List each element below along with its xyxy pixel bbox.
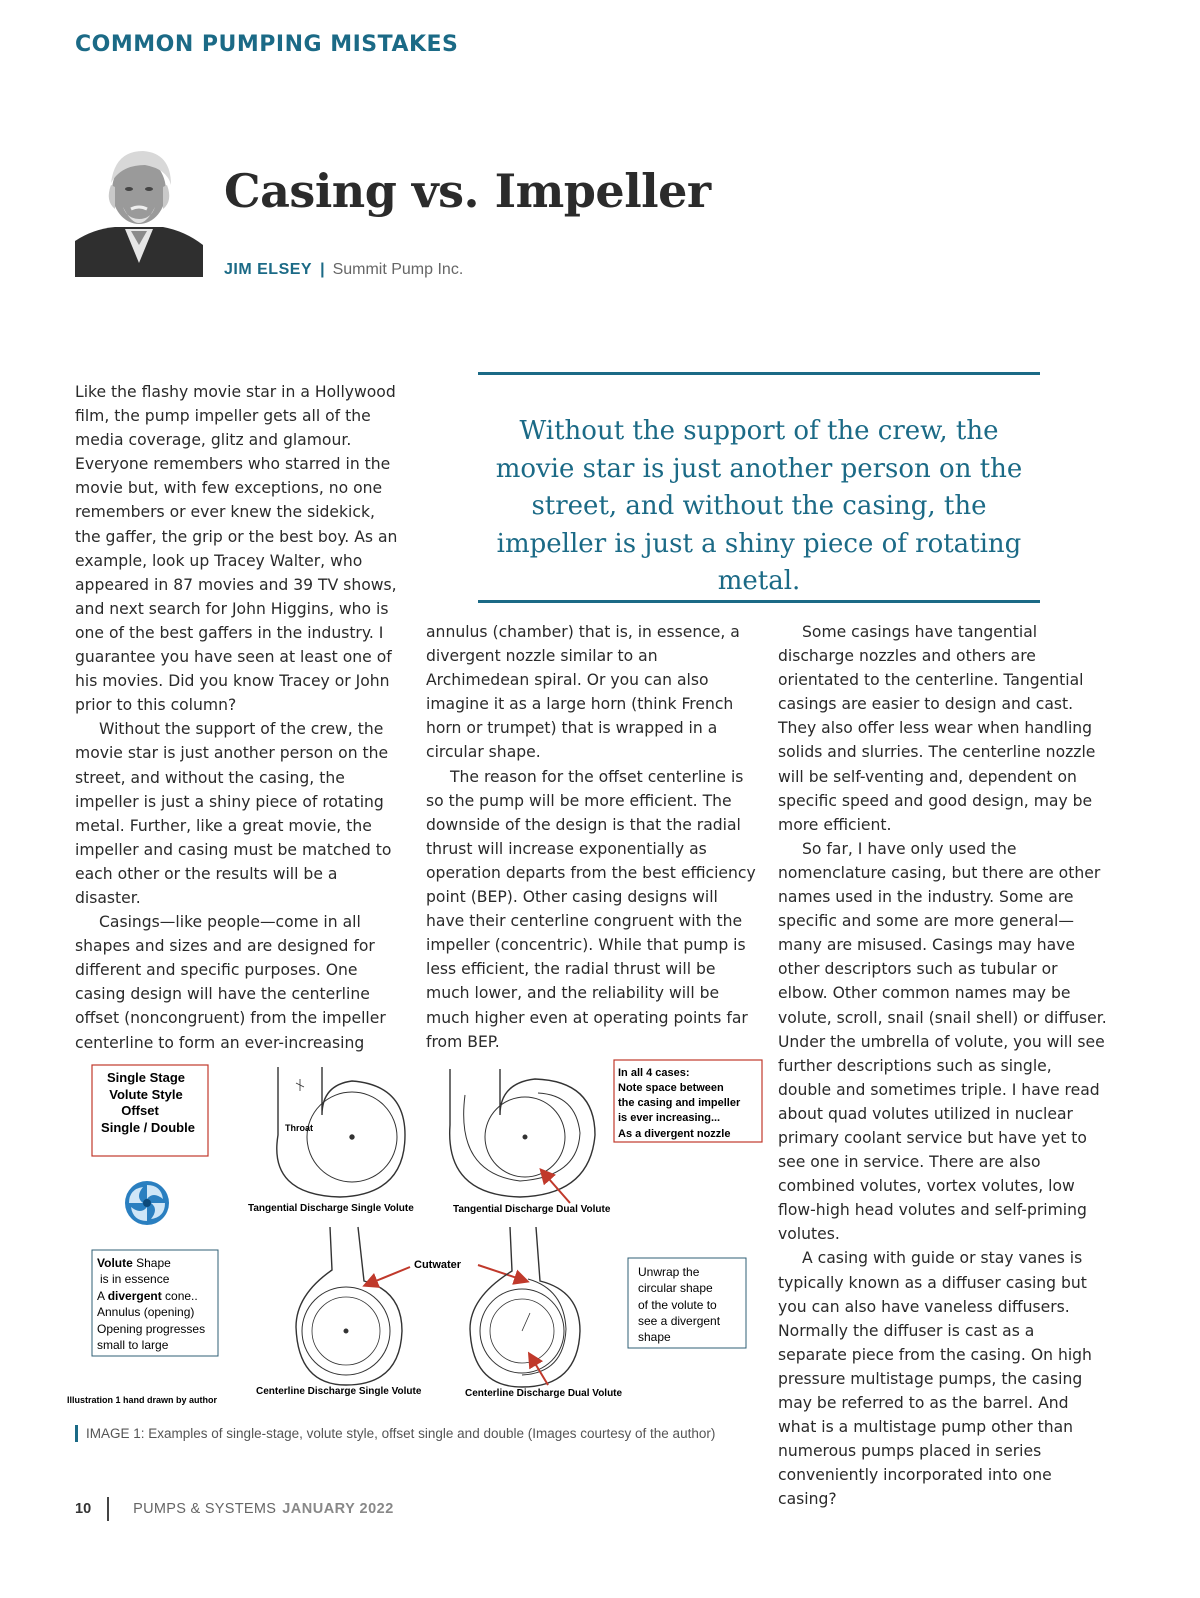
cutwater-label: Cutwater xyxy=(414,1259,462,1271)
box-line: small to large xyxy=(97,1338,169,1352)
pull-quote-top-rule xyxy=(478,372,1040,375)
box-line: Unwrap the xyxy=(638,1265,700,1279)
paragraph: Like the flashy movie star in a Hollywood film, the pump impeller gets all of the media coverage, glitz and glamour. Everyone remembers who starred in the movie but, with few exceptions, no one remembers or ever knew the sidekick, the gaffer, the grip or the best boy. As an example, look up Tracey Walter, who appeared in 87 movies and 39 TV shows, and next search for John Higgins, who is one of the best gaffers in the industry. I guarantee you have seen at least one of his movies. Did you know Tracey or John prior to this column? xyxy=(75,383,398,715)
box-line: is in essence xyxy=(100,1272,170,1286)
single-stage-box xyxy=(92,1065,208,1156)
paragraph: So far, I have only used the nomenclature casing, but there are other names used in the industry. Some are specific and some are more general—many are misused. Casings may have other descriptors such as tubular or elbow. Other common names may be volute, scroll, snail (snail shell) or diffuser. Under the umbrella of volute, you will see further descriptions such as single, double and sometimes triple. I have read about quad volutes utilized in nuclear primary coolant service but have yet to see one in service. There are also combined volutes, vortex volutes, low flow-high head volutes and self-priming volutes. xyxy=(778,839,1107,1244)
box-line: Volute xyxy=(97,1256,133,1270)
box-line: Shape xyxy=(132,1256,171,1270)
svg-text:A divergent cone.. xyxy=(97,1289,198,1303)
tangential-dual-volute-drawing xyxy=(450,1069,595,1197)
box-line: Opening progresses xyxy=(97,1322,206,1336)
cutwater-arrow-icon xyxy=(366,1267,410,1285)
centerline-dual-volute-drawing xyxy=(470,1227,580,1387)
box-line: Single / Double xyxy=(101,1120,195,1135)
paragraph: The reason for the offset centerline is so the pump will be more efficient. The downside of the design is that the radial thrust will increase exponentially as operation departs from the best efficiency point (BEP). Other casing designs will have their centerline congruent with the impeller (concentric). While that pump is less efficient, the radial thrust will be much lower, and the reliability will be much higher even at operating points far from BEP. xyxy=(426,767,756,1051)
footer-divider xyxy=(107,1497,109,1521)
centerline-dual-arrow-icon xyxy=(530,1355,548,1385)
unwrap-box xyxy=(628,1258,746,1348)
box-line: circular shape xyxy=(638,1281,713,1295)
box-line: Single Stage xyxy=(106,1070,186,1085)
paragraph: Casings—like people—come in all shapes and sizes and are designed for different and specific purposes. One casing design will have the centerline offset (noncongruent) from the impeller centerline to form an ever-increasing xyxy=(75,913,386,1052)
figure-caption: IMAGE 1: Examples of single-stage, volute style, offset single and double (Images courtesy of the author) xyxy=(75,1425,776,1442)
author-name: JIM ELSEY xyxy=(224,261,313,278)
illustration-credit: Illustration 1 hand drawn by author xyxy=(67,1395,218,1405)
article-title: Casing vs. Impeller xyxy=(224,164,711,218)
box-line: Offset xyxy=(121,1103,159,1118)
paragraph: A casing with guide or stay vanes is typically known as a diffuser casing but you can also have vaneless diffusers. Normally the diffuser is cast as a separate piece from the casing. On high pressure multistage pumps, the casing may be referred to as the barrel. And what is a multistage pump other than numerous pumps placed in series conveniently incorporated into one casing? xyxy=(778,1249,1092,1509)
box-line: shape xyxy=(638,1330,671,1344)
box-line: As a divergent nozzle xyxy=(618,1128,731,1140)
box-line: Note space between xyxy=(618,1082,724,1094)
tangential-dual-arrow-icon xyxy=(542,1171,570,1203)
tangential-single-label: Tangential Discharge Single Volute xyxy=(248,1203,414,1214)
box-line: Volute Style xyxy=(109,1087,183,1102)
issue-date: JANUARY 2022 xyxy=(282,1501,394,1517)
page-number: 10 xyxy=(75,1501,92,1517)
box-line: is ever increasing... xyxy=(618,1112,721,1124)
paragraph: Without the support of the crew, the movie star is just another person on the street, and without the casing, the impeller is just a shiny piece of rotating metal. Further, like a great movie, the impeller and casing must be matched to each other or the results will be a disaster. xyxy=(75,720,392,907)
box-line: see a divergent xyxy=(638,1314,721,1328)
author-company: Summit Pump Inc. xyxy=(332,261,464,278)
volute-shape-box xyxy=(92,1250,218,1356)
box-line: divergent xyxy=(107,1289,162,1303)
byline xyxy=(224,261,463,279)
pull-quote-bottom-rule xyxy=(478,600,1040,603)
volute-logo-icon xyxy=(125,1181,169,1225)
illustration-volute-casings xyxy=(60,1055,770,1410)
section-title: COMMON PUMPING MISTAKES xyxy=(75,32,459,57)
paragraph: Some casings have tangential discharge nozzles and others are orientated to the centerline. Tangential casings are easier to design and cast. They also offer less wear when handling solids and slurries. The centerline nozzle will be self-venting and, dependent on specific speed and good design, may be more efficient. xyxy=(778,623,1096,834)
centerline-single-volute-drawing xyxy=(296,1227,402,1385)
box-line: In all 4 cases: xyxy=(618,1067,690,1079)
tangential-dual-label: Tangential Discharge Dual Volute xyxy=(453,1204,611,1215)
centerline-dual-label: Centerline Discharge Dual Volute xyxy=(465,1388,623,1399)
body-column-3 xyxy=(778,620,1108,1511)
svg-text:Volute Shape xyxy=(97,1256,171,1270)
box-line: of the volute to xyxy=(638,1298,717,1312)
body-column-1 xyxy=(75,380,405,1055)
throat-label: Throat xyxy=(285,1123,313,1133)
author-photo xyxy=(75,145,203,277)
box-line: the casing and impeller xyxy=(618,1097,741,1109)
byline-separator: | xyxy=(320,261,325,278)
box-line: cone.. xyxy=(161,1289,198,1303)
page-footer xyxy=(75,1494,394,1524)
cutwater-arrow-icon xyxy=(478,1265,526,1281)
paragraph: annulus (chamber) that is, in essence, a divergent nozzle similar to an Archimedean spiral. Or you can also imagine it as a large horn (think French horn or trumpet) that is wrapped in a circular shape. xyxy=(426,623,740,762)
all-cases-box xyxy=(614,1060,762,1142)
centerline-single-label: Centerline Discharge Single Volute xyxy=(256,1386,422,1397)
box-line: A xyxy=(97,1289,108,1303)
box-line: Annulus (opening) xyxy=(97,1305,195,1319)
body-column-2 xyxy=(426,620,761,1054)
magazine-name: PUMPS & SYSTEMS xyxy=(133,1501,277,1517)
pull-quote: Without the support of the crew, the movie star is just another person on the street, and without the casing, the impeller is just a shiny piece of rotating metal. xyxy=(495,416,1023,596)
